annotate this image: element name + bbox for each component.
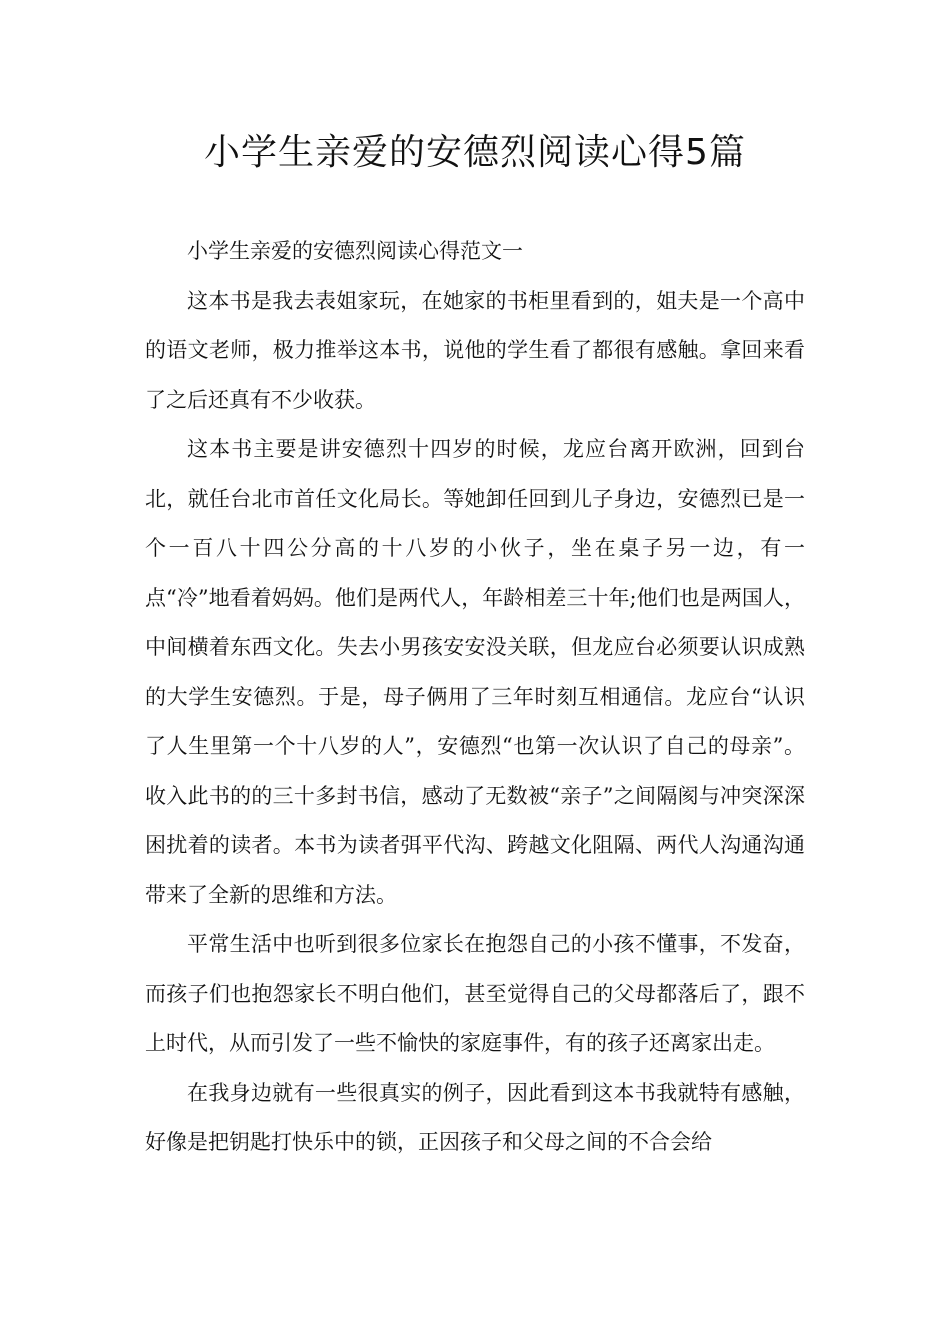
- paragraph: 在我身边就有一些很真实的例子，因此看到这本书我就特有感触，好像是把钥匙打快乐中的锁，正因孩子和父母之间的不合会给: [145, 1080, 805, 1154]
- document-body: [145, 227, 805, 1168]
- section-heading: 小学生亲爱的安德烈阅读心得范文一: [187, 239, 523, 263]
- paragraph: 这本书主要是讲安德烈十四岁的时候，龙应台离开欧洲，回到台北，就任台北市首任文化局长。等她卸任回到儿子身边，安德烈已是一个一百八十四公分高的十八岁的小伙子，坐在桌子另一边，有一点“冷”地看着妈妈。他们是两代人，年龄相差三十年;他们也是两国人，中间横着东西文化。失去小男孩安安没关联，但龙应台必须要认识成熟的大学生安德烈。于是，母子俩用了三年时刻互相通信。龙应台“认识了人生里第一个十八岁的人”，安德烈“也第一次认识了自己的母亲”。收入此书的的三十多封书信，感动了无数被“亲子”之间隔阂与冲突深深困扰着的读者。本书为读者弭平代沟、跨越文化阻隔、两代人沟通沟通带来了全新的思维和方法。: [145, 437, 805, 907]
- paragraph: 平常生活中也听到很多位家长在抱怨自己的小孩不懂事，不发奋，而孩子们也抱怨家长不明白他们，甚至觉得自己的父母都落后了，跟不上时代，从而引发了一些不愉快的家庭事件，有的孩子还离家出走。: [145, 932, 805, 1055]
- document-title: 小学生亲爱的安德烈阅读心得5篇: [204, 132, 746, 173]
- paragraph: 这本书是我去表姐家玩，在她家的书柜里看到的，姐夫是一个高中的语文老师，极力推举这本书，说他的学生看了都很有感触。拿回来看了之后还真有不少收获。: [145, 288, 805, 412]
